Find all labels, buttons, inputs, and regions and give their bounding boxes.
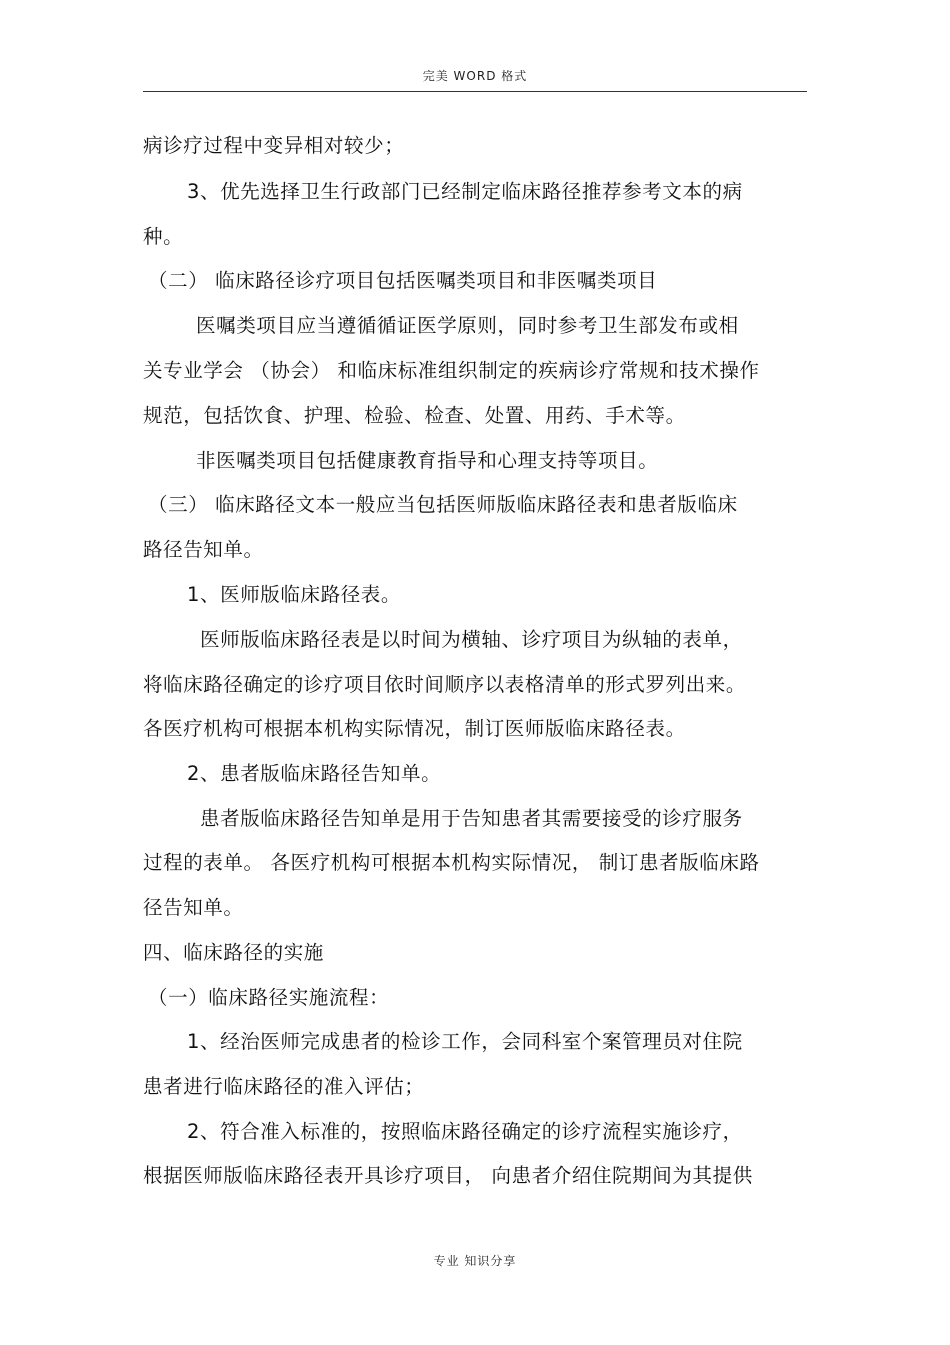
text-line: 将临床路径确定的诊疗项目依时间顺序以表格清单的形式罗列出来。 bbox=[143, 673, 747, 696]
text-line: 患者进行临床路径的准入评估； bbox=[143, 1075, 425, 1098]
text-line: 规范，包括饮食、护理、检验、检查、处置、用药、手术等。 bbox=[143, 404, 686, 427]
text-line: 路径告知单。 bbox=[143, 538, 264, 561]
page-footer: 专业 知识分享 bbox=[433, 1254, 517, 1268]
text-line: 病诊疗过程中变异相对较少； bbox=[143, 134, 405, 157]
text-line: 各医疗机构可根据本机构实际情况，制订医师版临床路径表。 bbox=[143, 717, 686, 740]
text-line: 径告知单。 bbox=[143, 896, 244, 919]
header-divider bbox=[143, 91, 807, 92]
text-line: 过程的表单。 各医疗机构可根据本机构实际情况， 制订患者版临床路 bbox=[143, 851, 760, 874]
text-line: 种。 bbox=[143, 225, 184, 248]
text-line: 患者版临床路径告知单是用于告知患者其需要接受的诊疗服务 bbox=[200, 807, 743, 830]
page-header: 完美 WORD 格式 bbox=[422, 69, 528, 83]
text-line: 医嘱类项目应当遵循循证医学原则，同时参考卫生部发布或相 bbox=[196, 314, 739, 337]
text-line: 2、符合准入标准的，按照临床路径确定的诊疗流程实施诊疗， bbox=[187, 1120, 743, 1143]
section-heading: （一）临床路径实施流程： bbox=[148, 986, 390, 1009]
text-line: 1、医师版临床路径表。 bbox=[187, 583, 402, 606]
section-heading: （二） 临床路径诊疗项目包括医嘱类项目和非医嘱类项目 bbox=[148, 269, 658, 292]
text-line: 2、患者版临床路径告知单。 bbox=[187, 762, 442, 785]
text-line: 非医嘱类项目包括健康教育指导和心理支持等项目。 bbox=[196, 449, 659, 472]
section-heading: 四、临床路径的实施 bbox=[143, 941, 324, 964]
text-line: 根据医师版临床路径表开具诊疗项目， 向患者介绍住院期间为其提供 bbox=[143, 1164, 753, 1187]
text-line: 医师版临床路径表是以时间为横轴、诊疗项目为纵轴的表单， bbox=[200, 628, 743, 651]
text-line: 关专业学会 （协会） 和临床标准组织制定的疾病诊疗常规和技术操作 bbox=[143, 359, 760, 382]
text-line: 1、经治医师完成患者的检诊工作，会同科室个案管理员对住院 bbox=[187, 1030, 743, 1053]
section-heading: （三） 临床路径文本一般应当包括医师版临床路径表和患者版临床 bbox=[148, 493, 738, 516]
text-line: 3、优先选择卫生行政部门已经制定临床路径推荐参考文本的病 bbox=[187, 180, 743, 203]
